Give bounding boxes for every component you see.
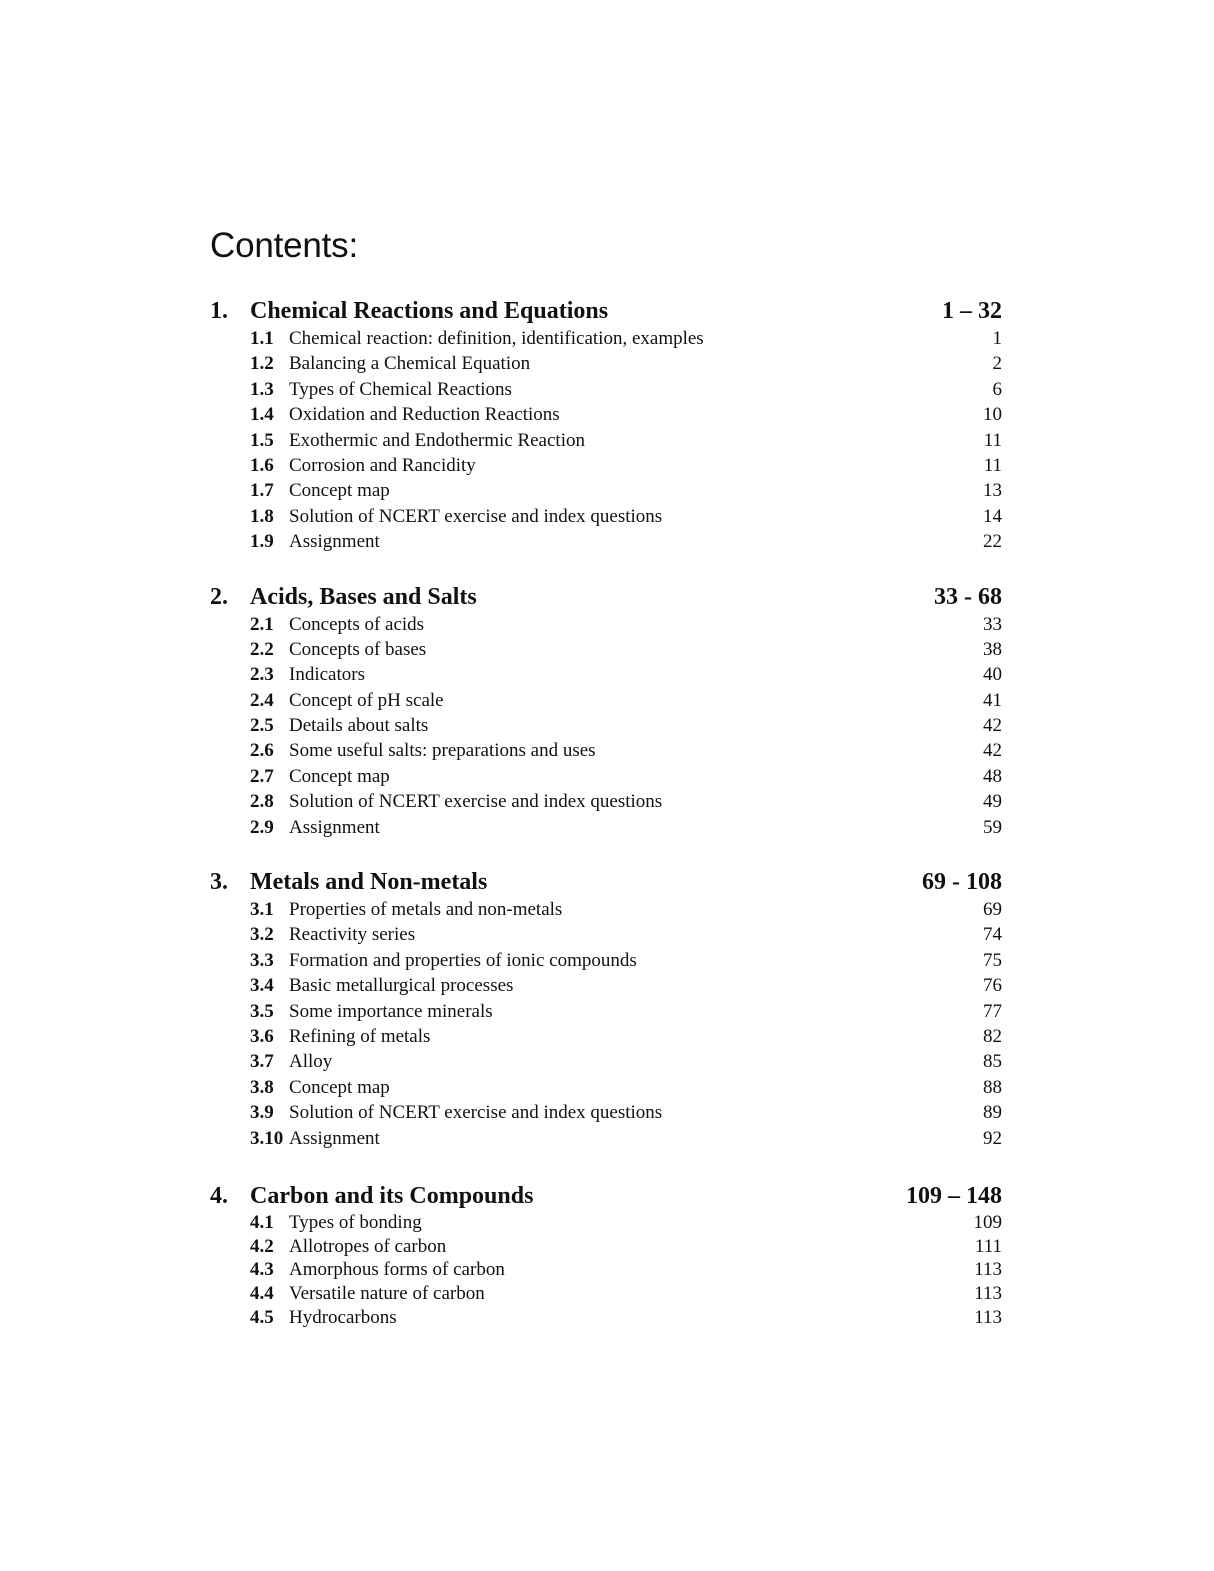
- section-entry: [210, 377, 1002, 402]
- chapter-heading: [210, 867, 1002, 897]
- chapter-number: 2.: [210, 583, 228, 610]
- section-title: Types of Chemical Reactions: [289, 378, 512, 400]
- section-number: 2.3: [250, 664, 274, 686]
- section-page-number: 88: [983, 1076, 1002, 1098]
- section-page-number: 22: [983, 531, 1002, 553]
- section-number: 4.1: [250, 1211, 274, 1233]
- section-entry: [210, 999, 1002, 1024]
- chapter-title: Acids, Bases and Salts: [250, 583, 477, 610]
- chapter-page-range: 33 - 68: [934, 583, 1002, 610]
- section-page-number: 11: [983, 429, 1002, 451]
- section-entry: [210, 1258, 1002, 1282]
- section-title: Some useful salts: preparations and uses: [289, 740, 596, 762]
- section-page-number: 75: [983, 949, 1002, 971]
- section-number: 4.2: [250, 1235, 274, 1257]
- table-of-contents: [210, 296, 1002, 1329]
- chapter-4: [210, 1181, 1002, 1329]
- section-number: 3.9: [250, 1102, 274, 1124]
- section-entry: [210, 1126, 1002, 1151]
- section-number: 1.9: [250, 531, 274, 553]
- section-title: Properties of metals and non-metals: [289, 899, 563, 921]
- section-title: Assignment: [289, 816, 380, 838]
- section-title: Assignment: [289, 1127, 380, 1149]
- chapter-page-range: 69 - 108: [922, 869, 1002, 896]
- section-page-number: 42: [983, 715, 1002, 737]
- section-entry: [210, 922, 1002, 947]
- section-page-number: 113: [974, 1259, 1002, 1281]
- section-list: [210, 326, 1002, 555]
- section-number: 4.3: [250, 1259, 274, 1281]
- section-number: 3.10: [250, 1127, 284, 1149]
- chapter-title: Chemical Reactions and Equations: [250, 298, 609, 324]
- section-page-number: 92: [983, 1127, 1002, 1149]
- section-page-number: 76: [983, 975, 1002, 997]
- section-entry: [210, 713, 1002, 738]
- section-title: Solution of NCERT exercise and index questions: [289, 791, 663, 813]
- section-number: 2.1: [250, 613, 274, 635]
- section-number: 3.8: [250, 1076, 274, 1098]
- chapter-number: 1.: [210, 298, 228, 324]
- section-number: 3.6: [250, 1025, 274, 1047]
- section-title: Amorphous forms of carbon: [289, 1259, 505, 1281]
- chapter-heading: [210, 582, 1002, 612]
- section-page-number: 74: [983, 924, 1002, 946]
- section-number: 2.6: [250, 740, 274, 762]
- section-title: Exothermic and Endothermic Reaction: [289, 429, 585, 451]
- section-entry: [210, 1235, 1002, 1259]
- section-title: Versatile nature of carbon: [289, 1283, 485, 1304]
- chapter-3: [210, 867, 1002, 1151]
- section-title: Concepts of acids: [289, 613, 425, 635]
- section-number: 2.9: [250, 816, 274, 838]
- section-number: 1.5: [250, 429, 274, 451]
- chapter-number: 3.: [210, 869, 228, 896]
- section-title: Corrosion and Rancidity: [289, 454, 476, 476]
- contents-page: [210, 222, 1002, 1356]
- section-page-number: 40: [983, 664, 1002, 686]
- section-title: Assignment: [289, 531, 380, 553]
- chapter-1: [210, 296, 1002, 555]
- section-number: 4.4: [250, 1283, 274, 1304]
- chapter-heading: [210, 1181, 1002, 1211]
- section-title: Solution of NCERT exercise and index questions: [289, 505, 663, 527]
- section-page-number: 89: [983, 1102, 1002, 1124]
- section-title: Hydrocarbons: [289, 1306, 397, 1328]
- section-title: Refining of metals: [289, 1025, 431, 1047]
- section-page-number: 49: [983, 791, 1002, 813]
- section-number: 1.1: [250, 328, 274, 349]
- chapter-heading: [210, 296, 1002, 326]
- section-number: 4.5: [250, 1306, 274, 1328]
- section-title: Formation and properties of ionic compounds: [289, 949, 637, 971]
- section-number: 1.3: [250, 378, 274, 400]
- page-title: Contents:: [210, 226, 359, 265]
- section-entry: [210, 815, 1002, 840]
- section-page-number: 6: [992, 378, 1002, 400]
- section-page-number: 42: [983, 740, 1002, 762]
- section-number: 2.2: [250, 638, 274, 660]
- section-title: Details about salts: [289, 715, 429, 737]
- section-list: [210, 612, 1002, 841]
- section-entry: [210, 948, 1002, 973]
- section-page-number: 2: [992, 353, 1002, 375]
- section-entry: [210, 529, 1002, 554]
- section-number: 2.4: [250, 689, 274, 711]
- section-entry: [210, 738, 1002, 763]
- section-page-number: 109: [973, 1211, 1002, 1233]
- section-page-number: 113: [974, 1306, 1002, 1328]
- chapter-title: Metals and Non-metals: [250, 869, 488, 896]
- section-entry: [210, 351, 1002, 376]
- section-entry: [210, 637, 1002, 662]
- section-page-number: 13: [983, 480, 1002, 502]
- section-entry: [210, 973, 1002, 998]
- section-page-number: 59: [983, 816, 1002, 838]
- section-title: Concept map: [289, 765, 390, 787]
- section-title: Basic metallurgical processes: [289, 975, 514, 997]
- section-title: Alloy: [289, 1051, 333, 1073]
- section-entry: [210, 402, 1002, 427]
- section-title: Concept map: [289, 480, 390, 502]
- chapter-2: [210, 582, 1002, 841]
- section-page-number: 85: [983, 1051, 1002, 1073]
- section-page-number: 82: [983, 1025, 1002, 1047]
- section-number: 3.3: [250, 949, 274, 971]
- section-title: Concepts of bases: [289, 638, 427, 660]
- section-entry: [210, 1075, 1002, 1100]
- section-list: [210, 1211, 1002, 1329]
- section-number: 3.5: [250, 1000, 274, 1022]
- section-page-number: 10: [983, 404, 1002, 426]
- section-entry: [210, 1024, 1002, 1049]
- section-page-number: 48: [983, 765, 1002, 787]
- section-entry: [210, 897, 1002, 922]
- section-number: 2.7: [250, 765, 274, 787]
- section-title: Balancing a Chemical Equation: [289, 353, 531, 375]
- section-title: Indicators: [289, 664, 365, 686]
- section-page-number: 77: [983, 1000, 1002, 1022]
- section-entry: [210, 453, 1002, 478]
- section-entry: [210, 764, 1002, 789]
- section-title: Concept of pH scale: [289, 689, 444, 711]
- chapter-page-range: 109 – 148: [906, 1182, 1002, 1209]
- section-page-number: 111: [974, 1235, 1002, 1257]
- section-entry: [210, 1306, 1002, 1330]
- section-list: [210, 897, 1002, 1151]
- section-page-number: 11: [983, 454, 1002, 476]
- section-entry: [210, 1100, 1002, 1125]
- section-entry: [210, 688, 1002, 713]
- section-entry: [210, 1049, 1002, 1074]
- section-title: Some importance minerals: [289, 1000, 493, 1022]
- section-number: 3.7: [250, 1051, 274, 1073]
- section-number: 3.4: [250, 975, 274, 997]
- section-number: 2.5: [250, 715, 274, 737]
- section-entry: [210, 662, 1002, 687]
- section-entry: [210, 789, 1002, 814]
- section-number: 1.2: [250, 353, 274, 375]
- section-title: Solution of NCERT exercise and index questions: [289, 1102, 663, 1124]
- chapter-number: 4.: [210, 1182, 228, 1209]
- chapter-page-range: 1 – 32: [942, 298, 1002, 324]
- section-title: Types of bonding: [289, 1211, 422, 1233]
- section-page-number: 38: [983, 638, 1002, 660]
- section-title: Oxidation and Reduction Reactions: [289, 404, 560, 426]
- section-entry: [210, 1282, 1002, 1306]
- section-page-number: 33: [983, 613, 1002, 635]
- section-title: Concept map: [289, 1076, 390, 1098]
- section-title: Chemical reaction: definition, identification, examples: [289, 328, 704, 349]
- section-number: 1.6: [250, 454, 274, 476]
- section-number: 1.8: [250, 505, 274, 527]
- chapter-title: Carbon and its Compounds: [250, 1182, 534, 1209]
- section-page-number: 113: [974, 1283, 1002, 1304]
- section-entry: [210, 428, 1002, 453]
- section-page-number: 41: [983, 689, 1002, 711]
- section-number: 2.8: [250, 791, 274, 813]
- section-title: Allotropes of carbon: [289, 1235, 447, 1257]
- section-number: 1.4: [250, 404, 274, 426]
- section-number: 1.7: [250, 480, 274, 502]
- section-title: Reactivity series: [289, 924, 416, 946]
- section-entry: [210, 1211, 1002, 1235]
- section-number: 3.2: [250, 924, 274, 946]
- section-page-number: 69: [983, 899, 1002, 921]
- section-entry: [210, 478, 1002, 503]
- section-entry: [210, 326, 1002, 351]
- section-number: 3.1: [250, 899, 274, 921]
- section-page-number: 1: [992, 328, 1002, 349]
- section-page-number: 14: [983, 505, 1002, 527]
- section-entry: [210, 612, 1002, 637]
- section-entry: [210, 504, 1002, 529]
